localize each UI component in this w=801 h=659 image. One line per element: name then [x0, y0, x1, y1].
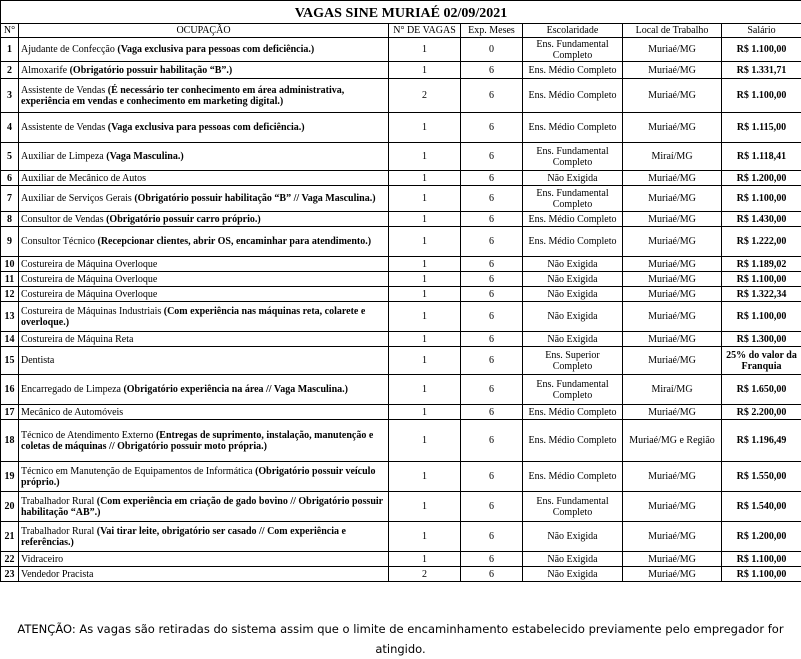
education-level: Ens. Médio Completo: [523, 212, 623, 227]
experience-months: 6: [461, 375, 523, 405]
table-row: [1, 257, 801, 272]
education-level: Ens. Médio Completo: [523, 420, 623, 462]
education-level: Ens. Médio Completo: [523, 113, 623, 143]
occupation-name: Mecânico de Automóveis: [21, 407, 123, 418]
occupation-details: (Com experiência nas máquinas reta, colarete e overloque.): [21, 306, 365, 328]
occupation-details: (Obrigatório experiência na área // Vaga Masculina.): [123, 384, 348, 395]
vacancies-count: 1: [389, 492, 461, 522]
table-row: [1, 38, 801, 62]
row-number: 15: [1, 347, 19, 375]
table-row: [1, 375, 801, 405]
experience-months: 6: [461, 332, 523, 347]
education-level: Ens. Médio Completo: [523, 462, 623, 492]
occupation-cell: [19, 492, 389, 522]
workplace: Muriaé/MG: [623, 113, 722, 143]
experience-months: 6: [461, 272, 523, 287]
vacancies-count: 1: [389, 462, 461, 492]
row-number: 20: [1, 492, 19, 522]
education-level: Ens. Médio Completo: [523, 62, 623, 79]
occupation-cell: [19, 462, 389, 492]
attention-note: ATENÇÃO: As vagas são retiradas do sistema assim que o limite de encaminhamento estabelecido previamente pelo empregador for atingido.: [0, 619, 801, 659]
salary: 25% do valor da Franquia: [722, 347, 801, 375]
salary: R$ 1.430,00: [722, 212, 801, 227]
row-number: 3: [1, 79, 19, 113]
occupation-cell: [19, 38, 389, 62]
occupation-cell: [19, 79, 389, 113]
table-row: [1, 227, 801, 257]
experience-months: 6: [461, 462, 523, 492]
table-row: [1, 492, 801, 522]
row-number: 23: [1, 567, 19, 582]
header-education: Escolaridade: [523, 24, 623, 38]
occupation-details: (Entregas de suprimento, instalação, manutenção e coletas de máquinas // Obrigatório possuir moto própria.): [21, 430, 373, 452]
row-number: 22: [1, 552, 19, 567]
header-salary: Salário: [722, 24, 801, 38]
row-number: 11: [1, 272, 19, 287]
experience-months: 6: [461, 113, 523, 143]
row-number: 16: [1, 375, 19, 405]
education-level: Não Exigida: [523, 567, 623, 582]
workplace: Muriaé/MG: [623, 347, 722, 375]
salary: R$ 1.550,00: [722, 462, 801, 492]
workplace: Muriaé/MG: [623, 272, 722, 287]
vacancies-count: 2: [389, 567, 461, 582]
vacancies-count: 1: [389, 272, 461, 287]
occupation-details: (Com experiência em criação de gado bovino // Obrigatório possuir habilitação “AB”.): [21, 496, 383, 518]
workplace: Muriaé/MG: [623, 212, 722, 227]
salary: R$ 1.100,00: [722, 186, 801, 212]
workplace: Muriaé/MG e Região: [623, 420, 722, 462]
table-row: [1, 272, 801, 287]
experience-months: 6: [461, 567, 523, 582]
header-occupation: OCUPAÇÃO: [19, 24, 389, 38]
table-header-row: [1, 24, 801, 38]
row-number: 21: [1, 522, 19, 552]
salary: R$ 1.540,00: [722, 492, 801, 522]
occupation-name: Vendedor Pracista: [21, 569, 93, 580]
vacancies-count: 1: [389, 302, 461, 332]
workplace: Muriaé/MG: [623, 522, 722, 552]
occupation-name: Assistente de Vendas: [21, 85, 105, 96]
occupation-cell: [19, 522, 389, 552]
experience-months: 6: [461, 347, 523, 375]
occupation-cell: [19, 552, 389, 567]
salary: R$ 1.200,00: [722, 171, 801, 186]
workplace: Muriaé/MG: [623, 186, 722, 212]
education-level: Não Exigida: [523, 287, 623, 302]
occupation-name: Dentista: [21, 355, 54, 366]
salary: R$ 1.100,00: [722, 567, 801, 582]
occupation-cell: [19, 272, 389, 287]
table-row: [1, 212, 801, 227]
table-row: [1, 522, 801, 552]
vacancies-count: 1: [389, 522, 461, 552]
experience-months: 6: [461, 227, 523, 257]
occupation-name: Costureira de Máquina Overloque: [21, 274, 157, 285]
vacancies-count: 1: [389, 257, 461, 272]
salary: R$ 1.100,00: [722, 79, 801, 113]
row-number: 5: [1, 143, 19, 171]
experience-months: 6: [461, 143, 523, 171]
vacancies-count: 1: [389, 143, 461, 171]
education-level: Ens. Superior Completo: [523, 347, 623, 375]
salary: R$ 1.650,00: [722, 375, 801, 405]
experience-months: 6: [461, 552, 523, 567]
vacancies-count: 1: [389, 227, 461, 257]
occupation-details: (Obrigatório possuir habilitação “B”.): [70, 65, 233, 76]
vacancies-count: 2: [389, 79, 461, 113]
salary: R$ 1.100,00: [722, 552, 801, 567]
occupation-name: Auxiliar de Limpeza: [21, 151, 104, 162]
table-row: [1, 552, 801, 567]
table-row: [1, 332, 801, 347]
experience-months: 6: [461, 287, 523, 302]
occupation-cell: [19, 212, 389, 227]
row-number: 12: [1, 287, 19, 302]
experience-months: 6: [461, 522, 523, 552]
workplace: Muriaé/MG: [623, 257, 722, 272]
occupation-details: (Recepcionar clientes, abrir OS, encaminhar para atendimento.): [97, 236, 371, 247]
header-workplace: Local de Trabalho: [623, 24, 722, 38]
table-row: [1, 143, 801, 171]
row-number: 14: [1, 332, 19, 347]
salary: R$ 1.322,34: [722, 287, 801, 302]
salary: R$ 1.200,00: [722, 522, 801, 552]
occupation-name: Trabalhador Rural: [21, 496, 94, 507]
workplace: Muriaé/MG: [623, 492, 722, 522]
table-row: [1, 567, 801, 582]
experience-months: 6: [461, 79, 523, 113]
education-level: Ens. Médio Completo: [523, 405, 623, 420]
vacancies-count: 1: [389, 552, 461, 567]
experience-months: 6: [461, 171, 523, 186]
table-row: [1, 302, 801, 332]
row-number: 6: [1, 171, 19, 186]
vacancies-count: 1: [389, 375, 461, 405]
salary: R$ 1.222,00: [722, 227, 801, 257]
experience-months: 6: [461, 257, 523, 272]
occupation-details: (Vaga exclusiva para pessoas com deficiência.): [108, 122, 305, 133]
education-level: Não Exigida: [523, 257, 623, 272]
row-number: 2: [1, 62, 19, 79]
row-number: 13: [1, 302, 19, 332]
occupation-name: Vidraceiro: [21, 554, 63, 565]
vacancies-count: 1: [389, 347, 461, 375]
occupation-name: Auxiliar de Mecânico de Autos: [21, 173, 146, 184]
occupation-cell: [19, 287, 389, 302]
occupation-name: Almoxarife: [21, 65, 67, 76]
vacancies-count: 1: [389, 405, 461, 420]
workplace: Muriaé/MG: [623, 405, 722, 420]
occupation-cell: [19, 113, 389, 143]
occupation-name: Técnico em Manutenção de Equipamentos de Informática: [21, 466, 253, 477]
experience-months: 6: [461, 302, 523, 332]
salary: R$ 1.115,00: [722, 113, 801, 143]
workplace: Muriaé/MG: [623, 567, 722, 582]
vacancies-count: 1: [389, 420, 461, 462]
vacancies-count: 1: [389, 287, 461, 302]
row-number: 9: [1, 227, 19, 257]
education-level: Ens. Fundamental Completo: [523, 492, 623, 522]
occupation-name: Consultor de Vendas: [21, 214, 104, 225]
workplace: Muriaé/MG: [623, 62, 722, 79]
occupation-name: Encarregado de Limpeza: [21, 384, 121, 395]
row-number: 17: [1, 405, 19, 420]
row-number: 10: [1, 257, 19, 272]
occupation-details: (Obrigatório possuir veículo próprio.): [21, 466, 375, 488]
row-number: 8: [1, 212, 19, 227]
table-row: [1, 186, 801, 212]
header-experience: Exp. Meses: [461, 24, 523, 38]
table-row: [1, 62, 801, 79]
occupation-cell: [19, 62, 389, 79]
row-number: 4: [1, 113, 19, 143]
table-row: [1, 113, 801, 143]
workplace: Muriaé/MG: [623, 302, 722, 332]
vacancies-count: 1: [389, 332, 461, 347]
occupation-name: Costureira de Máquinas Industriais: [21, 306, 161, 317]
education-level: Não Exigida: [523, 171, 623, 186]
occupation-name: Assistente de Vendas: [21, 122, 105, 133]
workplace: Muriaé/MG: [623, 171, 722, 186]
occupation-cell: [19, 186, 389, 212]
salary: R$ 1.196,49: [722, 420, 801, 462]
workplace: Muriaé/MG: [623, 332, 722, 347]
experience-months: 6: [461, 186, 523, 212]
occupation-name: Costureira de Máquina Reta: [21, 334, 133, 345]
row-number: 19: [1, 462, 19, 492]
row-number: 1: [1, 38, 19, 62]
table-row: [1, 462, 801, 492]
table-row: [1, 420, 801, 462]
vacancies-count: 1: [389, 38, 461, 62]
row-number: 18: [1, 420, 19, 462]
table-row: [1, 79, 801, 113]
header-vacancies: N° DE VAGAS: [389, 24, 461, 38]
occupation-cell: [19, 567, 389, 582]
row-number: 7: [1, 186, 19, 212]
occupation-name: Costureira de Máquina Overloque: [21, 259, 157, 270]
occupation-name: Ajudante de Confecção: [21, 44, 115, 55]
occupation-cell: [19, 302, 389, 332]
workplace: Muriaé/MG: [623, 462, 722, 492]
occupation-cell: [19, 257, 389, 272]
education-level: Ens. Fundamental Completo: [523, 375, 623, 405]
workplace: Miraí/MG: [623, 375, 722, 405]
occupation-details: (Vaga Masculina.): [106, 151, 183, 162]
occupation-details: (Vai tirar leite, obrigatório ser casado // Com experiência e referências.): [21, 526, 346, 548]
experience-months: 6: [461, 62, 523, 79]
vacancies-count: 1: [389, 212, 461, 227]
table-row: [1, 171, 801, 186]
occupation-cell: [19, 405, 389, 420]
education-level: Não Exigida: [523, 332, 623, 347]
occupation-details: (Obrigatório possuir habilitação “B” // Vaga Masculina.): [134, 193, 375, 204]
salary: R$ 1.189,02: [722, 257, 801, 272]
workplace: Muriaé/MG: [623, 287, 722, 302]
experience-months: 6: [461, 420, 523, 462]
header-number: N°: [1, 24, 19, 38]
table-row: [1, 347, 801, 375]
vacancies-count: 1: [389, 186, 461, 212]
vacancies-count: 1: [389, 113, 461, 143]
page-title: VAGAS SINE MURIAÉ 02/09/2021: [1, 1, 801, 24]
education-level: Ens. Fundamental Completo: [523, 38, 623, 62]
occupation-details: (Obrigatório possuir carro próprio.): [106, 214, 261, 225]
salary: R$ 1.300,00: [722, 332, 801, 347]
education-level: Não Exigida: [523, 522, 623, 552]
table-row: [1, 405, 801, 420]
occupation-name: Consultor Técnico: [21, 236, 95, 247]
occupation-cell: [19, 375, 389, 405]
salary: R$ 1.331,71: [722, 62, 801, 79]
occupation-cell: [19, 171, 389, 186]
education-level: Ens. Fundamental Completo: [523, 186, 623, 212]
education-level: Não Exigida: [523, 302, 623, 332]
occupation-cell: [19, 227, 389, 257]
salary: R$ 1.118,41: [722, 143, 801, 171]
education-level: Não Exigida: [523, 552, 623, 567]
experience-months: 6: [461, 405, 523, 420]
occupation-details: (É necessário ter conhecimento em área administrativa, experiência em vendas e conhecimento em marketing digital.): [21, 85, 344, 107]
table-row: [1, 287, 801, 302]
salary: R$ 2.200,00: [722, 405, 801, 420]
occupation-name: Costureira de Máquina Overloque: [21, 289, 157, 300]
occupation-name: Técnico de Atendimento Externo: [21, 430, 153, 441]
salary: R$ 1.100,00: [722, 302, 801, 332]
salary: R$ 1.100,00: [722, 38, 801, 62]
experience-months: 0: [461, 38, 523, 62]
education-level: Ens. Médio Completo: [523, 227, 623, 257]
vacancies-count: 1: [389, 171, 461, 186]
workplace: Muriaé/MG: [623, 79, 722, 113]
occupation-details: (Vaga exclusiva para pessoas com deficiência.): [117, 44, 314, 55]
occupation-cell: [19, 143, 389, 171]
occupation-cell: [19, 347, 389, 375]
vacancies-count: 1: [389, 62, 461, 79]
education-level: Não Exigida: [523, 272, 623, 287]
salary: R$ 1.100,00: [722, 272, 801, 287]
workplace: Muriaé/MG: [623, 227, 722, 257]
experience-months: 6: [461, 492, 523, 522]
occupation-cell: [19, 332, 389, 347]
workplace: Muriaé/MG: [623, 552, 722, 567]
education-level: Ens. Fundamental Completo: [523, 143, 623, 171]
occupation-name: Trabalhador Rural: [21, 526, 94, 537]
education-level: Ens. Médio Completo: [523, 79, 623, 113]
occupation-cell: [19, 420, 389, 462]
workplace: Miraí/MG: [623, 143, 722, 171]
occupation-name: Auxiliar de Serviços Gerais: [21, 193, 132, 204]
experience-months: 6: [461, 212, 523, 227]
workplace: Muriaé/MG: [623, 38, 722, 62]
